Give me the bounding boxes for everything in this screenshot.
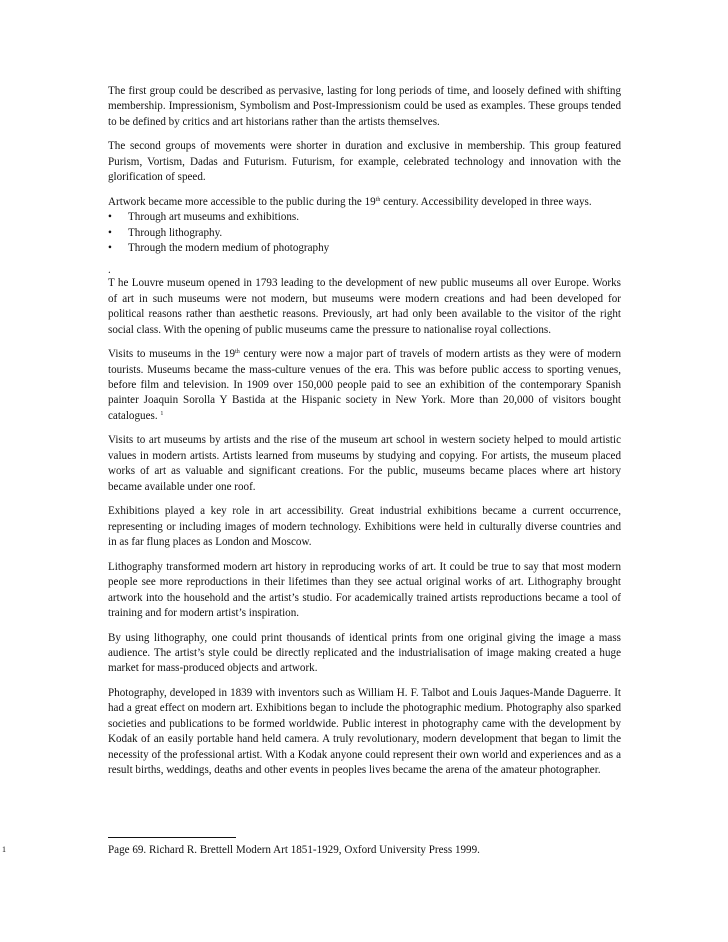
footnote-reference: 1 [160,410,164,417]
accessibility-text-end: century. Accessibility developed in three ways. [380,195,592,208]
paragraph-photography: Photography, developed in 1839 with inventors such as William H. F. Talbot and Louis Jaques-Mande Daguerre. It had a great effect on modern art. Exhibitions began to include the photographic medium. Photography also sparked societies and publications to be formed worldwide. Public interest in photography came with the development by Kodak of an easily portable hand held camera. A truly revolutionary, modern development that began to limit the necessity of the professional artist. With a Kodak anyone could represent their own world and experiences and as a result births, weddings, deaths and other events in peoples lives became the arena of the amateur photographer. [108,686,621,776]
paragraph-lithography-prints: By using lithography, one could print thousands of identical prints from one original giving the image a mass audience. The artist’s style could be directly replicated and the industrialisation of image making created a huge market for mass-produced objects and artwork. [108,631,621,675]
paragraph-accessibility [108,195,621,210]
list-item-text: Through lithography. [128,226,223,239]
list-item [108,210,621,225]
list-item-text: Through art museums and exhibitions. [128,211,300,224]
list-item [108,226,621,241]
list-item [108,241,621,256]
paragraph-museum-visits [108,347,621,424]
superscript-th: th [375,196,381,203]
bullet-icon: • [108,242,112,255]
footnote-margin-number: 1 [2,845,6,854]
accessibility-text-start: Artwork became more accessible to the public during the 19 [108,195,376,208]
document-body [108,84,621,788]
paragraph-lithography: Lithography transformed modern art history in reproducing works of art. It could be true to say that most modern people see more reproductions in their lifetimes than they see actual original works of art. Lithography brought artwork into the household and the artist’s studio. For academically trained artists reproductions became a tool of training and for modern artist’s inspiration. [108,560,621,619]
accessibility-bullet-list [108,210,621,256]
superscript-th: th [235,349,240,356]
bullet-icon: • [108,226,112,239]
paragraph-museum-art-school: Visits to art museums by artists and the rise of the museum art school in western society helped to mould artistic values in modern artists. Artists learned from museums by studying and copying. For artists, the museum placed works of art as valuable and significant creations. For the public, museums became places where art history became available under one roof. [108,434,621,493]
paragraph-second-group: The second groups of movements were shorter in duration and exclusive in membership. This group featured Purism, Vortism, Dadas and Futurism. Futurism, for example, celebrated technology and innovation with the glorification of speed. [108,140,621,184]
bullet-icon: • [108,211,112,224]
paragraph-louvre: T he Louvre museum opened in 1793 leading to the development of new public museums all over Europe. Works of art in such museums were not modern, but museums were modern creations and had been developed for political reasons rather than aesthetic reasons. Previously, art had only been available to the visitor of the right social class. With the opening of public museums came the pressure to nationalise royal collections. [108,277,621,336]
museum-visits-text-start: Visits to museums in the 19 [108,348,236,361]
museum-visits-text-end: century were now a major part of travels of modern artists as they were of modern tourists. Museums became the mass-culture venues of the era. This was before public access to sporting venues, before film and television. In 1909 over 150,000 people paid to see an exhibition of the contemporary Spanish painter Joaquin Sorolla Y Bastida at the Hispanic society in New York. More than 20,000 of visitors bought catalogues. [108,348,621,422]
stray-period: . [108,264,111,277]
list-item-text: Through the modern medium of photography [128,242,330,255]
paragraph-first-group: The first group could be described as pervasive, lasting for long periods of time, and loosely defined with shifting membership. Impressionism, Symbolism and Post-Impressionism could be used as examples. These groups tended to be defined by critics and art historians rather than the artists themselves. [108,85,621,128]
footnote-separator [108,837,236,838]
footnote-text: Page 69. Richard R. Brettell Modern Art 1851-1929, Oxford University Press 1999. [108,844,480,856]
paragraph-exhibitions: Exhibitions played a key role in art accessibility. Great industrial exhibitions became a current occurrence, representing or including images of modern technology. Exhibitions were held in culturally diverse countries and in as far flung places as London and Moscow. [108,505,621,549]
